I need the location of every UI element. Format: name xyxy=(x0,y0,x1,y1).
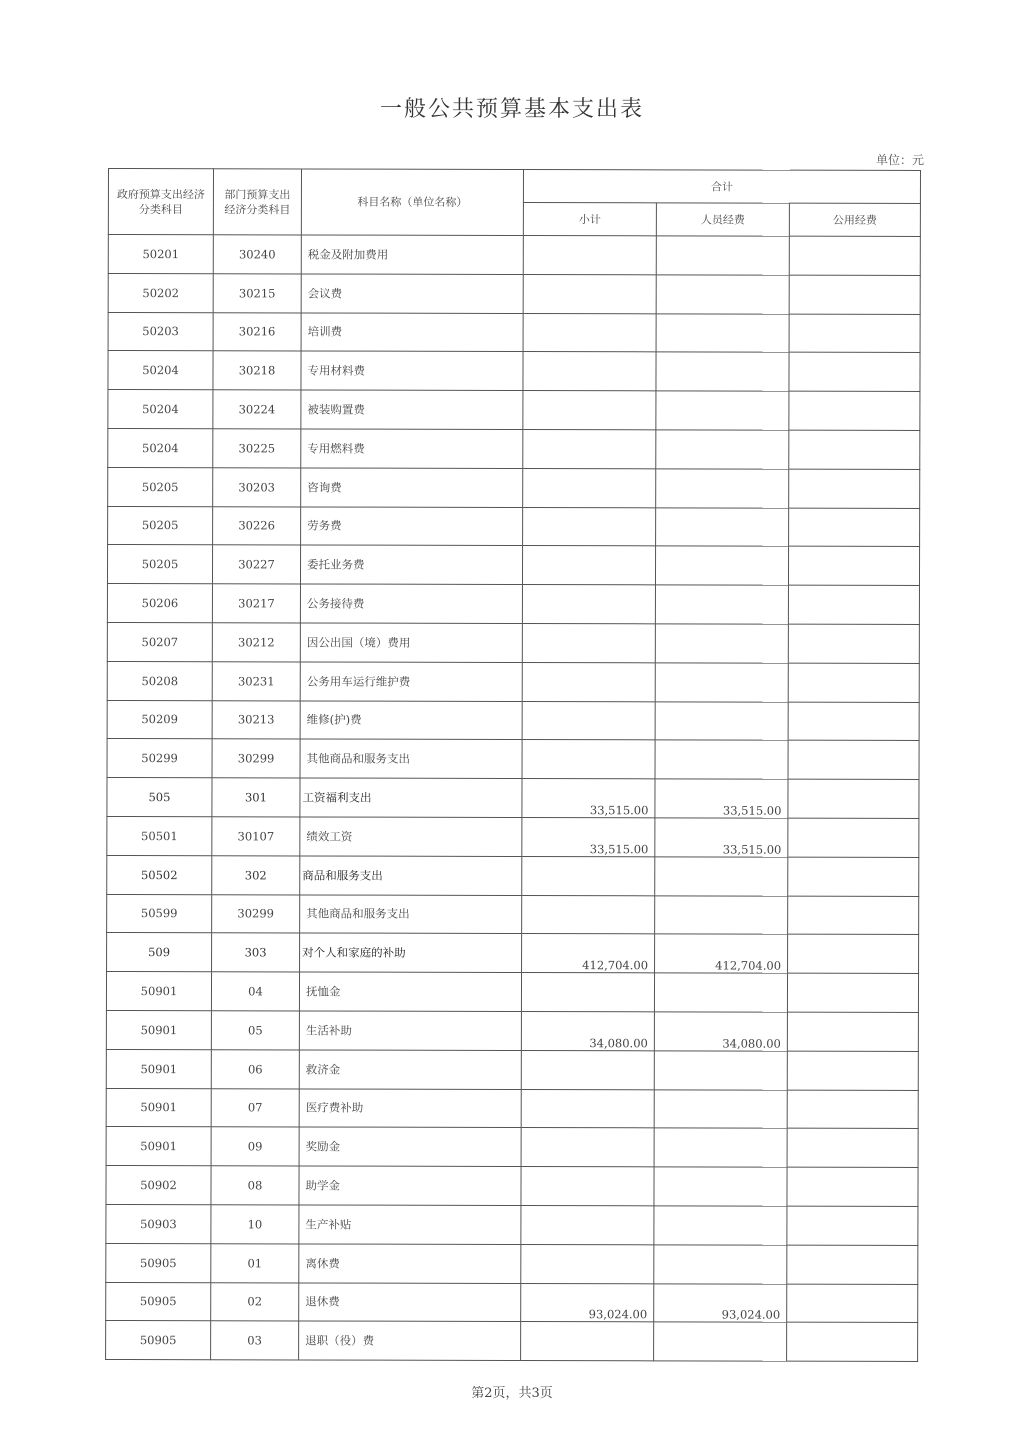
subject-name-cell: 被装购置费 xyxy=(301,390,523,429)
gov-code-cell: 50902 xyxy=(106,1166,211,1205)
personnel-cell xyxy=(654,1089,787,1128)
gov-code-cell: 50599 xyxy=(107,894,212,933)
public-cell xyxy=(788,741,919,780)
budget-table xyxy=(105,168,921,1362)
header-gov-code: 政府预算支出经济分类科目 xyxy=(108,169,213,235)
public-cell xyxy=(787,1206,918,1245)
table-row xyxy=(106,1321,918,1362)
subtotal-cell xyxy=(523,352,656,391)
subtotal-cell xyxy=(522,623,655,662)
table-row xyxy=(106,1166,918,1207)
public-cell xyxy=(789,314,920,353)
subtotal-cell xyxy=(523,274,656,313)
table-row xyxy=(108,506,920,547)
public-cell xyxy=(788,857,919,896)
public-cell xyxy=(787,1245,918,1284)
public-cell xyxy=(787,1051,918,1090)
subject-name-cell: 咨询费 xyxy=(301,468,523,507)
subject-name-cell: 商品和服务支出 xyxy=(300,856,522,895)
gov-code-cell: 50204 xyxy=(108,428,213,467)
subtotal-cell xyxy=(521,1205,654,1244)
header-personnel: 人员经费 xyxy=(656,203,789,236)
gov-code-cell: 50905 xyxy=(106,1282,211,1321)
table-row xyxy=(106,1127,918,1168)
subject-name-cell: 公务用车运行维护费 xyxy=(300,662,522,701)
subtotal-cell xyxy=(521,1089,654,1128)
gov-code-cell: 50901 xyxy=(106,1088,211,1127)
dept-code-cell: 301 xyxy=(212,778,300,817)
subject-name-cell: 委托业务费 xyxy=(300,545,522,584)
subject-name-cell: 工资福利支出 xyxy=(300,778,522,817)
personnel-cell xyxy=(656,430,789,469)
subject-name-cell: 专用材料费 xyxy=(301,351,523,390)
dept-code-cell: 30224 xyxy=(213,390,301,429)
public-cell xyxy=(788,702,919,741)
dept-code-cell: 30225 xyxy=(213,429,301,468)
subtotal-cell xyxy=(522,701,655,740)
unit-label: 单位：元 xyxy=(875,153,924,167)
dept-code-cell: 30216 xyxy=(213,312,301,351)
table-row xyxy=(107,700,919,741)
public-cell xyxy=(788,585,919,624)
gov-code-cell: 50205 xyxy=(108,506,213,545)
subtotal-cell xyxy=(522,895,655,934)
table-row xyxy=(108,467,920,508)
subtotal-cell xyxy=(523,468,656,507)
public-cell xyxy=(788,896,919,935)
personnel-cell xyxy=(654,973,787,1012)
gov-code-cell: 50205 xyxy=(107,545,212,584)
gov-code-cell: 50903 xyxy=(106,1204,211,1243)
dept-code-cell: 30107 xyxy=(212,817,300,856)
public-cell xyxy=(789,430,920,469)
subtotal-cell: 34,080.00 xyxy=(521,1011,654,1050)
public-cell xyxy=(788,935,919,974)
table-row xyxy=(107,778,919,819)
subtotal-cell: 33,515.00 xyxy=(522,779,655,818)
personnel-cell xyxy=(654,1167,787,1206)
table-header xyxy=(108,169,920,237)
gov-code-cell: 509 xyxy=(107,933,212,972)
table-row xyxy=(106,1088,918,1129)
subject-name-cell: 医疗费补助 xyxy=(299,1089,521,1128)
gov-code-cell: 50901 xyxy=(106,1127,211,1166)
table-row xyxy=(107,855,919,896)
public-cell xyxy=(788,779,919,818)
table-row xyxy=(106,1049,918,1090)
personnel-cell xyxy=(654,1322,787,1361)
personnel-cell xyxy=(655,663,788,702)
header-total-group: 合计 xyxy=(523,170,920,204)
table-row xyxy=(108,273,920,314)
subject-name-cell: 救济金 xyxy=(299,1050,521,1089)
subtotal-cell xyxy=(522,856,655,895)
subject-name-cell: 奖励金 xyxy=(299,1127,521,1166)
table-row xyxy=(107,816,919,857)
dept-code-cell: 08 xyxy=(211,1166,299,1205)
public-cell xyxy=(789,508,920,547)
subject-name-cell: 其他商品和服务支出 xyxy=(300,739,522,778)
gov-code-cell: 50204 xyxy=(108,390,213,429)
personnel-cell xyxy=(655,585,788,624)
subject-name-cell: 抚恤金 xyxy=(299,972,521,1011)
personnel-cell xyxy=(655,701,788,740)
subject-name-cell: 离休费 xyxy=(299,1244,521,1283)
dept-code-cell: 03 xyxy=(211,1321,299,1360)
dept-code-cell: 09 xyxy=(211,1127,299,1166)
personnel-cell: 34,080.00 xyxy=(654,1012,787,1051)
table-row xyxy=(107,545,919,586)
subtotal-cell: 412,704.00 xyxy=(522,934,655,973)
personnel-cell xyxy=(655,740,788,779)
dept-code-cell: 303 xyxy=(212,933,300,972)
public-cell xyxy=(787,1128,918,1167)
personnel-cell xyxy=(656,469,789,508)
gov-code-cell: 50501 xyxy=(107,816,212,855)
page-footer: 第2页，共3页 xyxy=(471,1386,553,1401)
gov-code-cell: 50202 xyxy=(108,273,213,312)
personnel-cell: 33,515.00 xyxy=(655,779,788,818)
subtotal-cell xyxy=(521,1322,654,1361)
subject-name-cell: 培训费 xyxy=(301,313,523,352)
dept-code-cell: 30231 xyxy=(212,662,300,701)
header-subtotal: 小计 xyxy=(523,203,656,236)
personnel-cell xyxy=(655,895,788,934)
personnel-cell xyxy=(656,313,789,352)
dept-code-cell: 30213 xyxy=(212,700,300,739)
dept-code-cell: 30218 xyxy=(213,351,301,390)
table-row xyxy=(107,739,919,780)
personnel-cell xyxy=(654,1128,787,1167)
subtotal-cell xyxy=(523,236,656,275)
table-row xyxy=(106,1282,918,1323)
subtotal-cell xyxy=(522,546,655,585)
gov-code-cell: 50206 xyxy=(107,584,212,623)
public-cell xyxy=(787,1167,918,1206)
personnel-cell xyxy=(654,1051,787,1090)
subject-name-cell: 公务接待费 xyxy=(300,584,522,623)
public-cell xyxy=(787,1322,918,1361)
gov-code-cell: 50208 xyxy=(107,661,212,700)
gov-code-cell: 50901 xyxy=(106,1010,211,1049)
public-cell xyxy=(789,236,920,275)
table-row xyxy=(106,1243,918,1284)
subtotal-cell xyxy=(522,585,655,624)
subtotal-cell xyxy=(521,1244,654,1283)
gov-code-cell: 50901 xyxy=(106,972,211,1011)
table-row xyxy=(108,428,920,469)
subtotal-cell: 33,515.00 xyxy=(522,817,655,856)
personnel-cell xyxy=(655,546,788,585)
personnel-cell: 33,515.00 xyxy=(655,818,788,857)
subject-name-cell: 专用燃料费 xyxy=(301,429,523,468)
table-row xyxy=(106,1204,918,1245)
dept-code-cell: 30299 xyxy=(212,739,300,778)
subtotal-cell: 93,024.00 xyxy=(521,1283,654,1322)
subject-name-cell: 对个人和家庭的补助 xyxy=(300,933,522,972)
subtotal-cell xyxy=(523,391,656,430)
table-row xyxy=(108,312,920,353)
subtotal-cell xyxy=(522,740,655,779)
gov-code-cell: 50201 xyxy=(108,235,213,274)
gov-code-cell: 50905 xyxy=(106,1243,211,1282)
subject-name-cell: 因公出国（境）费用 xyxy=(300,623,522,662)
gov-code-cell: 505 xyxy=(107,778,212,817)
header-dept-code: 部门预算支出经济分类科目 xyxy=(213,169,301,235)
subtotal-cell xyxy=(523,507,656,546)
public-cell xyxy=(789,469,920,508)
gov-code-cell: 50209 xyxy=(107,700,212,739)
header-subject-name: 科目名称（单位名称） xyxy=(301,169,523,236)
table-row xyxy=(107,622,919,663)
gov-code-cell: 50901 xyxy=(106,1049,211,1088)
subject-name-cell: 绩效工资 xyxy=(300,817,522,856)
dept-code-cell: 30212 xyxy=(212,623,300,662)
gov-code-cell: 50207 xyxy=(107,622,212,661)
dept-code-cell: 30299 xyxy=(212,894,300,933)
table-row xyxy=(107,661,919,702)
table-row xyxy=(107,584,919,625)
subject-name-cell: 退休费 xyxy=(299,1282,521,1321)
subject-name-cell: 税金及附加费用 xyxy=(301,235,523,274)
gov-code-cell: 50205 xyxy=(108,467,213,506)
public-cell xyxy=(788,624,919,663)
subtotal-cell xyxy=(521,1128,654,1167)
public-cell xyxy=(788,547,919,586)
personnel-cell xyxy=(656,391,789,430)
subject-name-cell: 助学金 xyxy=(299,1166,521,1205)
subtotal-cell xyxy=(521,1167,654,1206)
dept-code-cell: 07 xyxy=(211,1088,299,1127)
personnel-cell xyxy=(654,1206,787,1245)
personnel-cell xyxy=(656,236,789,275)
table-row xyxy=(108,351,920,392)
gov-code-cell: 50905 xyxy=(106,1321,211,1360)
gov-code-cell: 50299 xyxy=(107,739,212,778)
subject-name-cell: 生产补贴 xyxy=(299,1205,521,1244)
dept-code-cell: 06 xyxy=(211,1049,299,1088)
public-cell xyxy=(787,1012,918,1051)
subject-name-cell: 劳务费 xyxy=(301,507,523,546)
personnel-cell xyxy=(656,275,789,314)
public-cell xyxy=(787,1284,918,1323)
dept-code-cell: 30217 xyxy=(212,584,300,623)
personnel-cell: 412,704.00 xyxy=(655,934,788,973)
subtotal-cell xyxy=(523,429,656,468)
gov-code-cell: 50204 xyxy=(108,351,213,390)
dept-code-cell: 04 xyxy=(211,972,299,1011)
table-body xyxy=(106,235,921,1362)
gov-code-cell: 50203 xyxy=(108,312,213,351)
dept-code-cell: 302 xyxy=(212,856,300,895)
gov-code-cell: 50502 xyxy=(107,855,212,894)
subject-name-cell: 生活补助 xyxy=(299,1011,521,1050)
public-cell xyxy=(788,663,919,702)
dept-code-cell: 01 xyxy=(211,1243,299,1282)
subject-name-cell: 其他商品和服务支出 xyxy=(300,895,522,934)
dept-code-cell: 05 xyxy=(211,1011,299,1050)
public-cell xyxy=(788,818,919,857)
personnel-cell xyxy=(655,624,788,663)
table-row xyxy=(106,1010,918,1051)
page-title: 一般公共预算基本支出表 xyxy=(379,97,644,122)
subtotal-cell xyxy=(521,973,654,1012)
personnel-cell: 93,024.00 xyxy=(654,1283,787,1322)
subject-name-cell: 会议费 xyxy=(301,274,523,313)
subject-name-cell: 维修(护)费 xyxy=(300,701,522,740)
personnel-cell xyxy=(655,857,788,896)
dept-code-cell: 30227 xyxy=(212,545,300,584)
public-cell xyxy=(787,973,918,1012)
table-row xyxy=(107,894,919,935)
dept-code-cell: 30240 xyxy=(213,235,301,274)
public-cell xyxy=(789,353,920,392)
dept-code-cell: 10 xyxy=(211,1205,299,1244)
subtotal-cell xyxy=(522,662,655,701)
subtotal-cell xyxy=(523,313,656,352)
table-row xyxy=(107,933,919,974)
header-public: 公用经费 xyxy=(789,203,920,236)
public-cell xyxy=(789,391,920,430)
personnel-cell xyxy=(656,352,789,391)
public-cell xyxy=(789,275,920,314)
table-row xyxy=(108,235,920,276)
public-cell xyxy=(787,1090,918,1129)
table-row xyxy=(108,390,920,431)
dept-code-cell: 30203 xyxy=(213,468,301,507)
dept-code-cell: 30226 xyxy=(213,506,301,545)
personnel-cell xyxy=(654,1245,787,1284)
dept-code-cell: 02 xyxy=(211,1282,299,1321)
dept-code-cell: 30215 xyxy=(213,274,301,313)
table-row xyxy=(106,972,918,1013)
subtotal-cell xyxy=(521,1050,654,1089)
personnel-cell xyxy=(656,507,789,546)
subject-name-cell: 退职（役）费 xyxy=(299,1321,521,1360)
